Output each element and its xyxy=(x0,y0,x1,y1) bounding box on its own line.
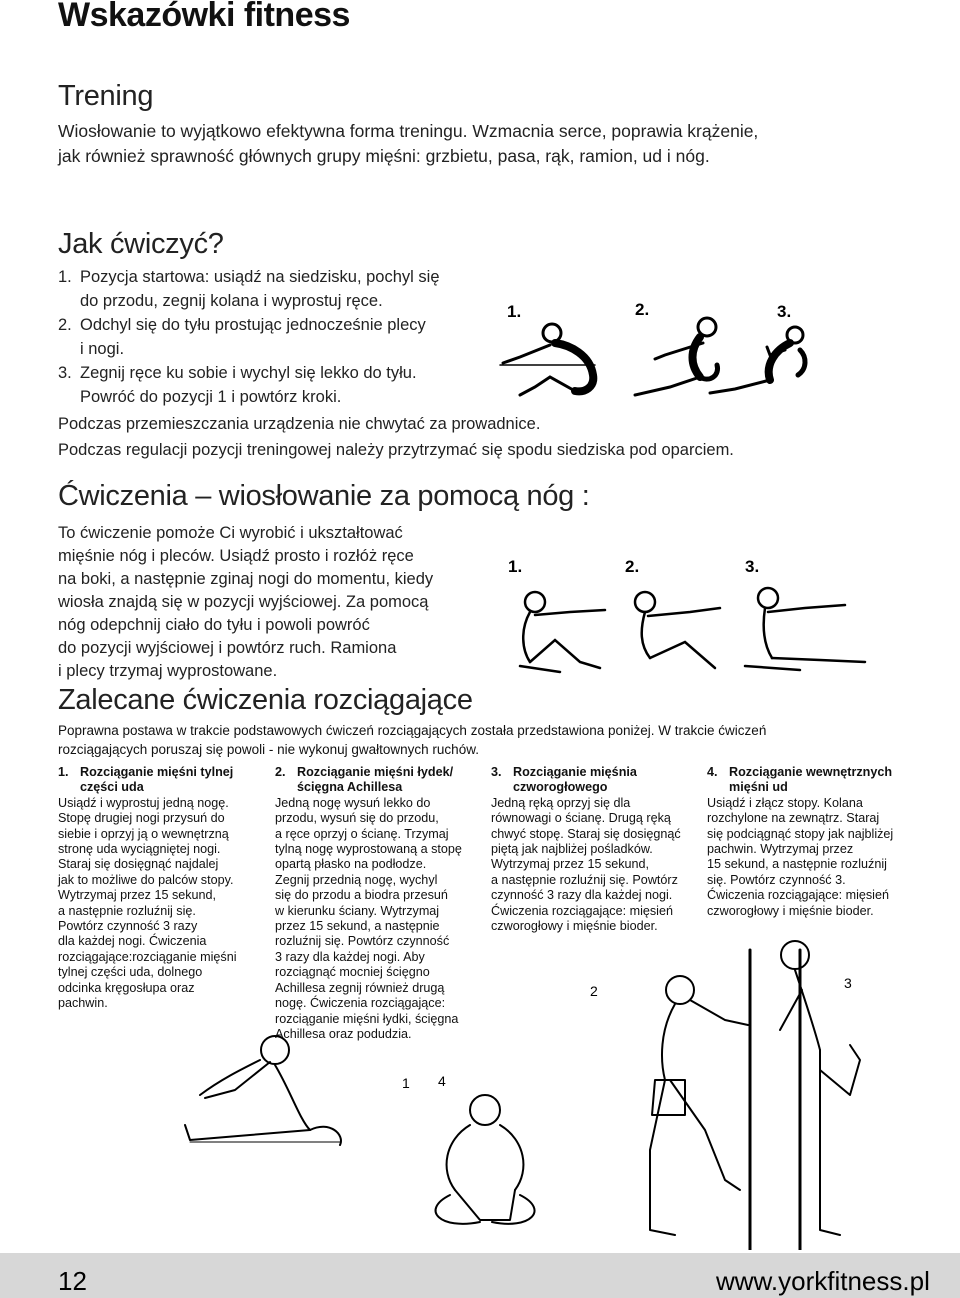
column-line: siebie i oprzyj ją o wewnętrzną xyxy=(58,826,229,841)
section-heading-stretch: Zalecane ćwiczenia rozciągające xyxy=(58,684,473,716)
column-line: się do przodu a biodra przesuń xyxy=(275,888,448,903)
column-line: opartą płasko na podłodze. xyxy=(275,857,427,872)
column-line: a następnie rozluźnij się. Powtórz xyxy=(491,872,678,887)
figure-label-3: 3. xyxy=(777,302,792,321)
column-line: stronę uda wyciągniętej nogi. xyxy=(58,842,221,857)
legs-line-7: i plecy trzymaj wyprostowane. xyxy=(58,662,278,680)
step-text: Zegnij ręce ku sobie i wychyl się lekko do tyłu. xyxy=(80,364,417,382)
step-number: 1. xyxy=(58,268,72,286)
column-line: się. Powtórz czynność 3. xyxy=(707,872,846,887)
footer-url: www.yorkfitness.pl xyxy=(716,1266,930,1296)
column-line: pachwin. Wytrzymaj przez xyxy=(707,842,854,857)
column-title: Rozciąganie mięśni łydek/ xyxy=(297,765,454,779)
column-number: 4. xyxy=(707,765,718,779)
column-line: Wytrzymaj przez 15 sekund, xyxy=(491,857,650,872)
training-line-1: Wiosłowanie to wyjątkowo efektywna forma treningu. Wzmacnia serce, poprawia krążenie, xyxy=(58,121,759,141)
column-line: tylną nogę wyprostowaną a stopę xyxy=(275,842,462,857)
note-seat: Podczas regulacji pozycji treningowej należy przytrzymać się spodu siedziska pod oparciem. xyxy=(58,441,734,459)
column-line: Stopę drugiej nogi przysuń do xyxy=(58,811,225,826)
page-title: Wskazówki fitness xyxy=(58,0,350,34)
training-line-2: jak również sprawność głównych grupy mięśni: grzbietu, pasa, rąk, ramion, ud i nóg. xyxy=(58,146,710,166)
column-line: Ćwiczenia rozciągające: mięsień xyxy=(707,888,889,903)
legs-line-4: wiosła znajdą się w pozycji wyjściowej. Za pomocą xyxy=(58,593,429,611)
stretching-figure xyxy=(180,930,900,1250)
column-number: 3. xyxy=(491,765,502,779)
legs-line-1: To ćwiczenie pomoże Ci wyrobić i ukształtować xyxy=(58,524,403,542)
legs-line-3: na boki, a następnie zginaj nogi do momentu, kiedy xyxy=(58,570,434,588)
legs-line-2: mięśnie nóg i pleców. Usiądź prosto i rozłóż ręce xyxy=(58,547,414,565)
step-1 xyxy=(58,266,488,313)
step-text-cont: do przodu, zegnij kolana i wyprostuj ręce. xyxy=(80,291,383,310)
figure-label-1: 1 xyxy=(402,1075,410,1091)
column-line: a następnie rozluźnij się. xyxy=(58,903,196,918)
column-title: Rozciąganie wewnętrznych xyxy=(729,765,893,779)
column-line: Jedną ręką oprzyj się dla xyxy=(491,795,631,810)
stretch-intro xyxy=(58,721,838,759)
figure-label-1: 1. xyxy=(507,302,522,321)
step-2 xyxy=(58,314,488,361)
stretch-intro-line-1: Poprawna postawa w trakcie podstawowych ćwiczeń rozciągających została przedstawiona poniżej. W trakcie ćwiczeń xyxy=(58,723,767,738)
step-text-cont: Powróć do pozycji 1 i powtórz kroki. xyxy=(80,387,342,406)
column-line: rozluźnij się. Powtórz czynność xyxy=(275,934,450,949)
section-heading-how: Jak ćwiczyć? xyxy=(58,228,224,260)
column-line: Jedną nogę wysuń lekko do xyxy=(275,795,431,810)
column-line: równowagi o ścianę. Drugą ręką xyxy=(491,811,671,826)
column-line: Ćwiczenia rozciągające: mięsień xyxy=(491,903,673,918)
column-title-cont: czworogłowego xyxy=(513,780,608,795)
column-line: Usiądź i złącz stopy. Kolana xyxy=(707,795,863,810)
column-line: czynność 3 razy dla każdej nogi. xyxy=(491,888,673,903)
column-number: 1. xyxy=(58,765,69,779)
column-line: się podciągnąć stopy jak najbliżej xyxy=(707,826,894,841)
column-line: Wytrzymaj przez 15 sekund, xyxy=(58,888,217,903)
column-line: rozciągające:rozciąganie mięśni xyxy=(58,949,237,964)
figure-label-3: 3 xyxy=(844,975,852,991)
column-line: Achillesa zegnij również drugą xyxy=(275,980,445,995)
column-line: a ręce oprzyj o ścianę. Trzymaj xyxy=(275,826,449,841)
column-line: piętą jak najbliżej pośladków. xyxy=(491,842,653,857)
column-line: dla każdej nogi. Ćwiczenia xyxy=(58,934,207,949)
step-number: 3. xyxy=(58,364,72,382)
column-title-cont: ścięgna Achillesa xyxy=(297,780,403,795)
step-text: Pozycja startowa: usiądź na siedzisku, pochyl się xyxy=(80,268,440,286)
column-line: nogę. Ćwiczenia rozciągające: xyxy=(275,996,446,1011)
rowing-technique-figure xyxy=(495,295,815,405)
step-3 xyxy=(58,362,488,409)
column-line: przodu, wysuń się do przodu, xyxy=(275,811,439,826)
step-number: 2. xyxy=(58,316,72,334)
figure-label-2: 2 xyxy=(590,983,598,999)
column-line: 3 razy dla każdej nogi. Aby xyxy=(275,949,425,964)
section-heading-legs: Ćwiczenia – wiosłowanie za pomocą nóg : xyxy=(58,480,590,512)
step-text-cont: i nogi. xyxy=(80,339,125,358)
stretch-column-4 xyxy=(707,765,917,919)
column-line: Achillesa oraz podudzia. xyxy=(275,1026,412,1041)
figure-label-2: 2. xyxy=(625,557,640,576)
column-title: Rozciąganie mięśni tylnej xyxy=(80,765,234,779)
section-heading-training: Trening xyxy=(58,80,154,112)
legs-line-5: nóg odepchnij ciało do tyłu i powoli powróć xyxy=(58,616,370,634)
column-line: czworogłowy i mięśnie bioder. xyxy=(491,919,658,934)
column-line: Usiądź i wyprostuj jedną nogę. xyxy=(58,795,229,810)
column-number: 2. xyxy=(275,765,286,779)
column-line: przez 15 sekund, a następnie xyxy=(275,919,440,934)
figure-label-4: 4 xyxy=(438,1073,446,1089)
column-line: rozciąganie mięśni łydki, ścięgna xyxy=(275,1011,459,1026)
column-line: Zegnij przednią nogę, wychyl xyxy=(275,872,438,887)
column-title-cont: części uda xyxy=(80,780,144,795)
column-line: rozchylone na zewnątrz. Staraj xyxy=(707,811,880,826)
column-line: Staraj się dosięgnąć najdalej xyxy=(58,857,219,872)
column-line: Powtórz czynność 3 razy xyxy=(58,919,198,934)
column-line: jak to możliwe do palców stopy. xyxy=(58,872,234,887)
figure-label-2: 2. xyxy=(635,300,650,319)
figure-label-1: 1. xyxy=(508,557,523,576)
column-title-cont: mięśni ud xyxy=(729,780,788,795)
legs-line-6: do pozycji wyjściowej i powtórz ruch. Ramiona xyxy=(58,639,397,657)
column-line: tylnej części uda, dolnego xyxy=(58,965,203,980)
column-line: pachwin. xyxy=(58,996,108,1011)
column-line: chwyć stopę. Staraj się dosięgnąć xyxy=(491,826,681,841)
stretch-column-3 xyxy=(491,765,701,934)
step-text: Odchyl się do tyłu prostując jednocześnie plecy xyxy=(80,316,426,334)
page-number: 12 xyxy=(58,1266,87,1296)
figure-label-3: 3. xyxy=(745,557,760,576)
column-line: odcinka kręgosłupa oraz xyxy=(58,980,195,995)
column-line: 15 sekund, a następnie rozluźnij xyxy=(707,857,887,872)
column-title: Rozciąganie mięśnia xyxy=(513,765,637,779)
leg-rowing-figure xyxy=(500,550,880,680)
stretch-intro-line-2: rozciągających poruszaj się powoli - nie wykonuj gwałtownych ruchów. xyxy=(58,742,479,757)
column-line: czworogłowy i mięśnie bioder. xyxy=(707,903,874,918)
column-line: w kierunku ściany. Wytrzymaj xyxy=(275,903,440,918)
note-rails: Podczas przemieszczania urządzenia nie chwytać za prowadnice. xyxy=(58,415,541,433)
column-line: rozciągnąć mocniej ścięgno xyxy=(275,965,430,980)
